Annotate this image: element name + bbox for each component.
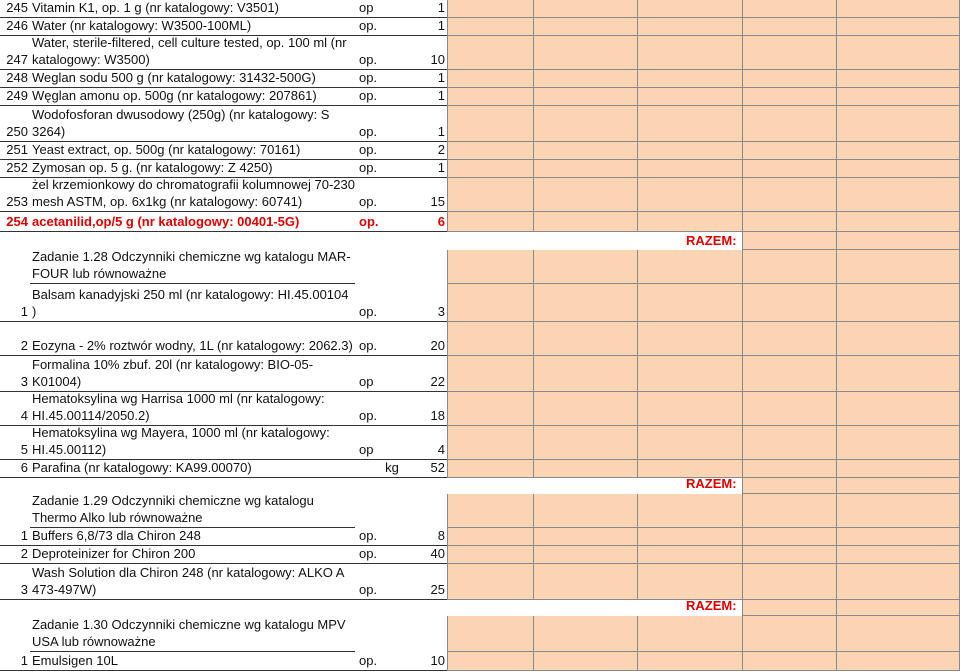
gross-cell[interactable] [742,160,836,178]
vat-cell[interactable] [637,652,742,671]
value-cell[interactable] [533,212,637,232]
item-qty: 25 [425,564,447,600]
vat-cell[interactable] [637,212,742,232]
row-number: 250 [0,106,30,142]
table-row[interactable] [0,178,960,212]
value-cell[interactable] [533,652,637,671]
vat-cell[interactable] [637,392,742,426]
item-qty: 10 [425,36,447,70]
gross-cell[interactable] [742,106,836,142]
row-number: 249 [0,88,30,106]
item-name: żel krzemionkowy do chromatografii kolumnowej 70-230 mesh ASTM, op. 6x1kg (nr katalogowy: 60741) [30,178,355,212]
item-unit: op [355,0,425,18]
item-name: Wash Solution dla Chiron 248 (nr katalogowy: ALKO A 473-497W) [30,564,355,600]
gross-cell[interactable] [742,88,836,106]
item-qty: 1 [425,106,447,142]
item-qty: 10 [425,652,447,671]
item-unit: op. [355,546,425,564]
item-qty: 1 [425,70,447,88]
row-number: 2 [0,546,30,564]
item-unit: op. [355,212,425,232]
price-cell[interactable] [447,142,533,160]
gross-cell[interactable] [742,0,836,18]
producer-cell[interactable] [836,18,960,36]
row-number: 3 [0,356,30,392]
value-cell[interactable] [533,426,637,460]
total-gross-cell[interactable] [836,600,960,616]
row-number: 253 [0,178,30,212]
header-cell [836,250,960,284]
price-cell[interactable] [447,0,533,18]
item-name: Eozyna - 2% roztwór wodny, 1L (nr katalogowy: 2062.3) [30,322,355,356]
producer-cell[interactable] [836,392,960,426]
total-row [0,600,960,616]
value-cell[interactable] [533,18,637,36]
item-unit: op [355,426,425,460]
producer-cell[interactable] [836,322,960,356]
price-cell[interactable] [447,460,533,478]
item-unit: op [355,356,425,392]
vat-cell[interactable] [637,178,742,212]
table-row[interactable] [0,70,960,88]
item-qty: 6 [425,212,447,232]
header-cell [447,250,533,284]
table-row[interactable] [0,356,960,392]
row-number: 247 [0,36,30,70]
vat-cell[interactable] [637,36,742,70]
producer-cell[interactable] [836,212,960,232]
value-cell[interactable] [533,392,637,426]
producer-cell[interactable] [836,36,960,70]
value-cell[interactable] [533,178,637,212]
item-unit: op. [355,392,425,426]
item-name: Hematoksylina wg Harrisa 1000 ml (nr katalogowy: HI.45.00114/2050.2) [30,392,355,426]
item-name: Wodofosforan dwusodowy (250g) (nr katalogowy: S 3264) [30,106,355,142]
price-cell[interactable] [447,18,533,36]
header-cell [742,250,836,284]
item-qty: 40 [425,546,447,564]
gross-cell[interactable] [742,18,836,36]
gross-cell[interactable] [742,322,836,356]
producer-cell[interactable] [836,160,960,178]
table-row[interactable] [0,322,960,356]
vat-cell[interactable] [637,528,742,546]
item-name: Hematoksylina wg Mayera, 1000 ml (nr katalogowy: HI.45.00112) [30,426,355,460]
section-title: Zadanie 1.30 Odczynniki chemiczne wg katalogu MPV USA lub równoważne [30,616,355,652]
section-header [0,494,960,528]
price-cell[interactable] [447,564,533,600]
item-unit: op. [355,160,425,178]
item-qty: 1 [425,18,447,36]
item-unit: op. [355,142,425,160]
table-row[interactable] [0,564,960,600]
gross-cell[interactable] [742,36,836,70]
item-name: Deproteinizer for Chiron 200 [30,546,355,564]
producer-cell[interactable] [836,546,960,564]
item-name: Balsam kanadyjski 250 ml (nr katalogowy: HI.45.00104 ) [30,284,355,322]
producer-cell[interactable] [836,178,960,212]
item-unit: op. [355,564,425,600]
producer-cell[interactable] [836,106,960,142]
price-cell[interactable] [447,106,533,142]
producer-cell[interactable] [836,88,960,106]
row-number: 254 [0,212,30,232]
header-cell [836,616,960,652]
vat-cell[interactable] [637,18,742,36]
header-cell [637,494,742,528]
value-cell[interactable] [533,106,637,142]
item-qty: 1 [425,160,447,178]
item-unit: op. [355,528,425,546]
table-row[interactable] [0,528,960,546]
header-cell [533,494,637,528]
producer-cell[interactable] [836,564,960,600]
table-row[interactable] [0,142,960,160]
value-cell[interactable] [533,356,637,392]
item-qty: 1 [425,0,447,18]
section-header [0,250,960,284]
total-net-cell[interactable] [742,600,836,616]
item-qty: 20 [425,322,447,356]
vat-cell[interactable] [637,0,742,18]
header-cell [637,616,742,652]
item-unit: op. [355,70,425,88]
vat-cell[interactable] [637,70,742,88]
value-cell[interactable] [533,88,637,106]
item-unit: op. [355,88,425,106]
price-cell[interactable] [447,546,533,564]
header-cell [742,616,836,652]
header-cell [836,494,960,528]
producer-cell[interactable] [836,426,960,460]
value-cell[interactable] [533,546,637,564]
gross-cell[interactable] [742,460,836,478]
price-cell[interactable] [447,284,533,322]
producer-cell[interactable] [836,284,960,322]
item-unit: op. [355,36,425,70]
gross-cell[interactable] [742,212,836,232]
row-number: 2 [0,322,30,356]
producer-cell[interactable] [836,528,960,546]
item-qty: 8 [425,528,447,546]
row-number: 248 [0,70,30,88]
producer-cell[interactable] [836,460,960,478]
header-cell [533,616,637,652]
value-cell[interactable] [533,322,637,356]
table-row[interactable] [0,36,960,70]
table-row[interactable] [0,460,960,478]
price-cell[interactable] [447,392,533,426]
vat-cell[interactable] [637,564,742,600]
gross-cell[interactable] [742,178,836,212]
row-number: 1 [0,284,30,322]
price-cell[interactable] [447,88,533,106]
item-unit: op. [355,178,425,212]
producer-cell[interactable] [836,70,960,88]
row-number: 6 [0,460,30,478]
price-cell[interactable] [447,652,533,671]
item-qty: 4 [425,426,447,460]
item-unit: op. [355,106,425,142]
gross-cell[interactable] [742,546,836,564]
table-row[interactable] [0,0,960,18]
price-cell[interactable] [447,70,533,88]
row-number: 1 [0,652,30,671]
item-unit: op. [355,284,425,322]
header-cell [637,250,742,284]
item-name: Formalina 10% zbuf. 20l (nr katalogowy: BIO-05-K01004) [30,356,355,392]
gross-cell[interactable] [742,142,836,160]
item-qty: 22 [425,356,447,392]
total-net-cell[interactable] [742,478,836,494]
gross-cell[interactable] [742,392,836,426]
value-cell[interactable] [533,564,637,600]
producer-cell[interactable] [836,652,960,671]
gross-cell[interactable] [742,284,836,322]
vat-cell[interactable] [637,356,742,392]
row-number: 246 [0,18,30,36]
section-title: Zadanie 1.29 Odczynniki chemiczne wg katalogu Thermo Alko lub równoważne [30,494,355,528]
row-number: 1 [0,528,30,546]
table-row[interactable] [0,106,960,142]
vat-cell[interactable] [637,426,742,460]
price-cell[interactable] [447,212,533,232]
gross-cell[interactable] [742,70,836,88]
price-cell[interactable] [447,322,533,356]
table-row[interactable] [0,88,960,106]
table-row[interactable] [0,284,960,322]
item-name: Yeast extract, op. 500g (nr katalogowy: 70161) [30,142,355,160]
vat-cell[interactable] [637,284,742,322]
gross-cell[interactable] [742,426,836,460]
total-gross-cell[interactable] [836,232,960,250]
vat-cell[interactable] [637,142,742,160]
row-number: 251 [0,142,30,160]
row-number: 245 [0,0,30,18]
row-number: 4 [0,392,30,426]
price-cell[interactable] [447,160,533,178]
value-cell[interactable] [533,284,637,322]
producer-cell[interactable] [836,356,960,392]
item-name: Zymosan op. 5 g. (nr katalogowy: Z 4250) [30,160,355,178]
value-cell[interactable] [533,460,637,478]
item-qty: 1 [425,88,447,106]
value-cell[interactable] [533,528,637,546]
table-row[interactable] [0,652,960,671]
item-name: Vitamin K1, op. 1 g (nr katalogowy: V3501) [30,0,355,18]
table-row[interactable] [0,546,960,564]
value-cell[interactable] [533,36,637,70]
section-title: Zadanie 1.28 Odczynniki chemiczne wg katalogu MAR-FOUR lub równoważne [30,250,355,284]
row-number: 5 [0,426,30,460]
item-unit: op. [355,652,425,671]
item-name: Emulsigen 10L [30,652,355,671]
value-cell[interactable] [533,0,637,18]
value-cell[interactable] [533,70,637,88]
price-cell[interactable] [447,426,533,460]
total-label: RAZEM: [686,476,737,491]
gross-cell[interactable] [742,356,836,392]
row-number: 252 [0,160,30,178]
item-name: Weglan sodu 500 g (nr katalogowy: 31432-500G) [30,70,355,88]
producer-cell[interactable] [836,0,960,18]
item-name: Parafina (nr katalogowy: KA99.00070) [30,460,355,478]
price-cell[interactable] [447,36,533,70]
vat-cell[interactable] [637,160,742,178]
item-qty: 15 [425,178,447,212]
table-row[interactable] [0,392,960,426]
item-qty: 2 [425,142,447,160]
price-cell[interactable] [447,528,533,546]
gross-cell[interactable] [742,528,836,546]
total-label: RAZEM: [686,598,737,613]
item-qty: 3 [425,284,447,322]
header-cell [447,616,533,652]
item-qty: 18 [425,392,447,426]
vat-cell[interactable] [637,88,742,106]
gross-cell[interactable] [742,652,836,671]
price-cell[interactable] [447,178,533,212]
total-net-cell[interactable] [742,232,836,250]
header-cell [742,494,836,528]
gross-cell[interactable] [742,564,836,600]
item-unit: kg [355,460,425,478]
item-qty: 52 [425,460,447,478]
total-gross-cell[interactable] [836,478,960,494]
value-cell[interactable] [533,142,637,160]
producer-cell[interactable] [836,142,960,160]
item-name: acetanilid,op/5 g (nr katalogowy: 00401-5G) [30,212,355,232]
header-cell [447,494,533,528]
vat-cell[interactable] [637,546,742,564]
vat-cell[interactable] [637,322,742,356]
value-cell[interactable] [533,160,637,178]
item-name: Węglan amonu op. 500g (nr katalogowy: 207861) [30,88,355,106]
item-unit: op. [355,322,425,356]
item-name: Water, sterile-filtered, cell culture tested, op. 100 ml (nr katalogowy: W3500) [30,36,355,70]
vat-cell[interactable] [637,106,742,142]
row-number: 3 [0,564,30,600]
item-name: Buffers 6,8/73 dla Chiron 248 [30,528,355,546]
item-name: Water (nr katalogowy: W3500-100ML) [30,18,355,36]
header-cell [533,250,637,284]
total-label: RAZEM: [686,233,737,248]
table-row[interactable] [0,212,960,232]
section-header [0,616,960,652]
table-row[interactable] [0,426,960,460]
price-cell[interactable] [447,356,533,392]
item-unit: op. [355,18,425,36]
